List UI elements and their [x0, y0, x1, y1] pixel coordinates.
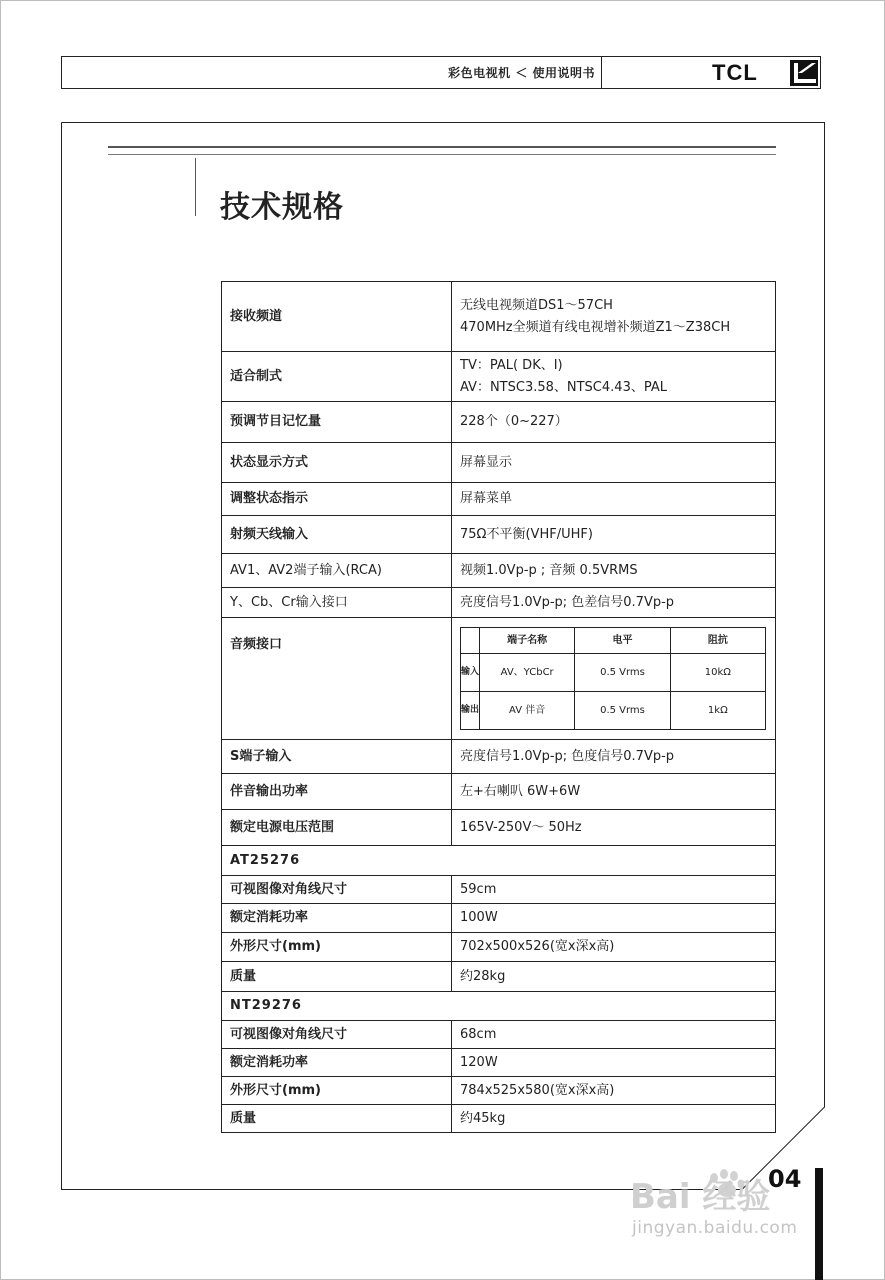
spec-value: 120W — [452, 1049, 776, 1077]
spec-value: 视频1.0Vp-p ; 音频 0.5VRMS — [452, 554, 776, 588]
spec-label: S端子输入 — [222, 740, 452, 774]
audio-cell: 10kΩ — [670, 654, 765, 692]
spec-value: 784x525x580(宽x深x高) — [452, 1077, 776, 1105]
spec-value-line: AV：NTSC3.58、NTSC4.43、PAL — [460, 379, 667, 395]
spec-value — [452, 618, 776, 740]
spec-label: 调整状态指示 — [222, 483, 452, 516]
audio-cell: AV、YCbCr — [480, 654, 575, 692]
spec-row — [222, 933, 776, 962]
spec-row — [222, 352, 776, 402]
spec-label: 伴音输出功率 — [222, 774, 452, 810]
spec-label: 状态显示方式 — [222, 443, 452, 483]
spec-value: 228个（0~227） — [452, 402, 776, 443]
audio-cell: 0.5 Vrms — [575, 654, 670, 692]
spec-row — [222, 483, 776, 516]
heading-rule-bottom — [108, 154, 776, 155]
spec-row — [222, 443, 776, 483]
spec-label: 外形尺寸(mm) — [222, 933, 452, 962]
audio-cell: 1kΩ — [670, 692, 765, 730]
audio-row-side: 输入 — [461, 654, 480, 692]
header-divider — [601, 56, 602, 89]
model-name: NT29276 — [222, 992, 776, 1021]
spec-value — [452, 352, 776, 402]
spec-label: 射频天线输入 — [222, 516, 452, 554]
spec-value: 165V-250V～ 50Hz — [452, 810, 776, 846]
spec-label: 额定消耗功率 — [222, 1049, 452, 1077]
audio-table-corner — [461, 628, 480, 654]
header-title: 彩色电视机 ＜ 使用说明书 — [448, 66, 595, 80]
audio-table-header — [461, 628, 766, 654]
spec-row — [222, 282, 776, 352]
spec-value: 亮度信号1.0Vp-p; 色差信号0.7Vp-p — [452, 588, 776, 618]
audio-interface-table — [460, 627, 766, 730]
spec-row — [222, 618, 776, 740]
spec-value: 75Ω不平衡(VHF/UHF) — [452, 516, 776, 554]
spec-row — [222, 402, 776, 443]
heading-rule-top — [108, 146, 776, 148]
spec-row — [222, 554, 776, 588]
spec-label: Y、Cb、Cr输入接口 — [222, 588, 452, 618]
audio-table-row — [461, 654, 766, 692]
spec-row — [222, 588, 776, 618]
spec-label: 外形尺寸(mm) — [222, 1077, 452, 1105]
spec-row — [222, 962, 776, 992]
spec-row — [222, 516, 776, 554]
spec-label: 额定消耗功率 — [222, 904, 452, 933]
spec-value: 亮度信号1.0Vp-p; 色度信号0.7Vp-p — [452, 740, 776, 774]
spec-label: 预调节目记忆量 — [222, 402, 452, 443]
spec-row — [222, 1105, 776, 1133]
spec-value: 100W — [452, 904, 776, 933]
spec-label: 可视图像对角线尺寸 — [222, 1021, 452, 1049]
spec-value: 68cm — [452, 1021, 776, 1049]
audio-table-row — [461, 692, 766, 730]
watermark-url: jingyan.baidu.com — [632, 1218, 798, 1238]
audio-header-cell: 阻抗 — [670, 628, 765, 654]
spec-value: 屏幕菜单 — [452, 483, 776, 516]
spec-value: 约45kg — [452, 1105, 776, 1133]
spec-value: 59cm — [452, 876, 776, 904]
spec-row — [222, 1021, 776, 1049]
spec-row — [222, 1049, 776, 1077]
spec-value: 约28kg — [452, 962, 776, 992]
spec-label: 适合制式 — [222, 352, 452, 402]
spec-value — [452, 282, 776, 352]
spec-label: 可视图像对角线尺寸 — [222, 876, 452, 904]
spec-row — [222, 740, 776, 774]
brand-mark-icon — [790, 60, 818, 86]
spec-row — [222, 904, 776, 933]
spec-table — [221, 281, 776, 1133]
model-name: AT25276 — [222, 846, 776, 876]
spec-row — [222, 876, 776, 904]
spec-value: 左+右喇叭 6W+6W — [452, 774, 776, 810]
audio-row-side: 输出 — [461, 692, 480, 730]
spec-value: 702x500x526(宽x深x高) — [452, 933, 776, 962]
watermark-logo-text: Bai 经验 — [630, 1177, 771, 1217]
spec-label: 接收频道 — [222, 282, 452, 352]
spec-label: 音频接口 — [222, 618, 452, 740]
brand-logo: TCL — [712, 60, 758, 85]
spec-label: 质量 — [222, 1105, 452, 1133]
audio-header-cell: 电平 — [575, 628, 670, 654]
audio-cell: 0.5 Vrms — [575, 692, 670, 730]
spec-value-line: 无线电视频道DS1～57CH — [460, 297, 613, 313]
page-number: 04 — [768, 1165, 802, 1193]
spec-row — [222, 774, 776, 810]
spec-value: 屏幕显示 — [452, 443, 776, 483]
spec-label: 质量 — [222, 962, 452, 992]
watermark-logo — [630, 1168, 830, 1218]
spec-value-line: TV：PAL( DK、I) — [460, 357, 563, 373]
spec-label: 额定电源电压范围 — [222, 810, 452, 846]
audio-header-cell: 端子名称 — [480, 628, 575, 654]
model-row — [222, 846, 776, 876]
spec-label: AV1、AV2端子输入(RCA) — [222, 554, 452, 588]
spec-row — [222, 1077, 776, 1105]
spec-value-line: 470MHz全频道有线电视增补频道Z1～Z38CH — [460, 319, 731, 335]
audio-cell: AV 伴音 — [480, 692, 575, 730]
spec-row — [222, 810, 776, 846]
page-title: 技术规格 — [220, 190, 344, 225]
model-row — [222, 992, 776, 1021]
heading-accent-bar — [195, 158, 196, 216]
